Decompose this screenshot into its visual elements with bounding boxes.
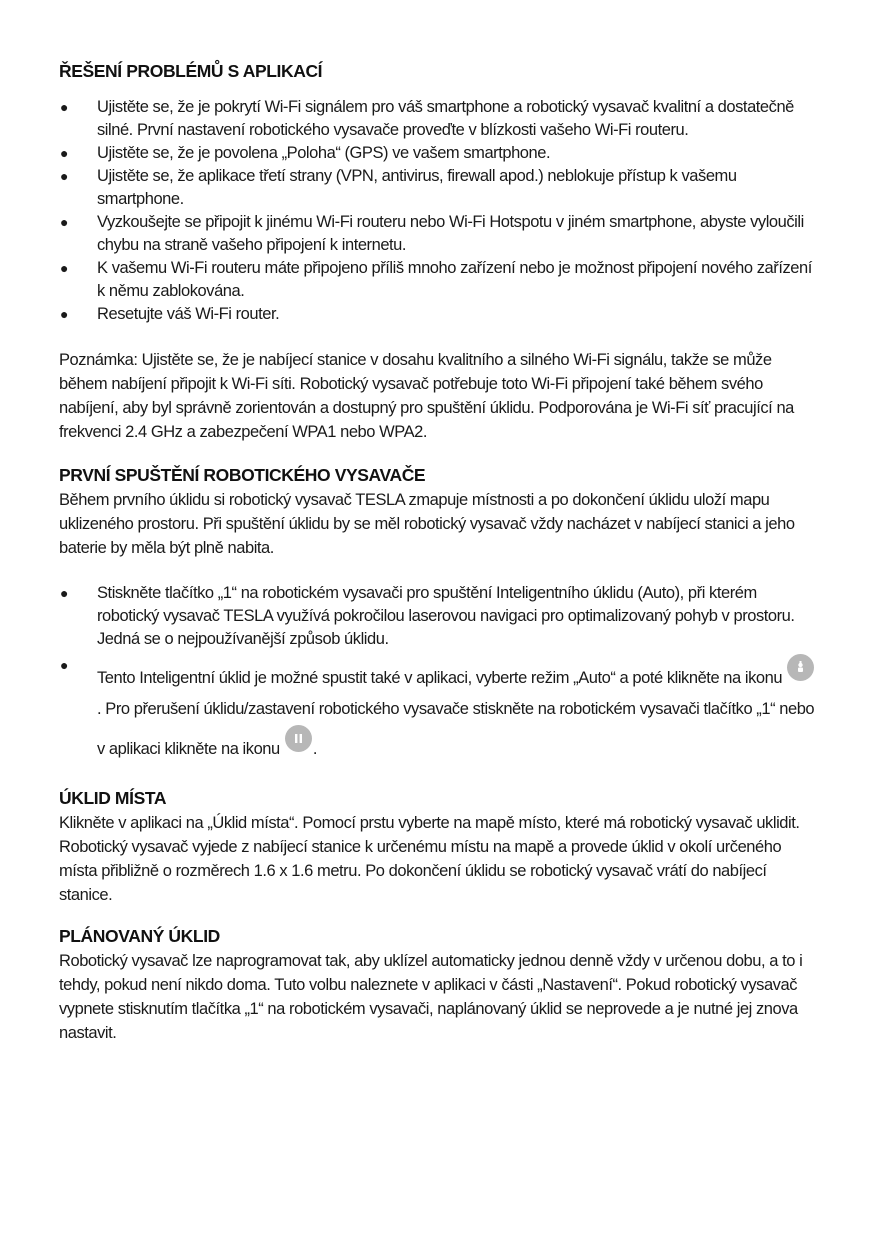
first-start-list	[59, 582, 819, 765]
bullet-icon: ●	[60, 99, 69, 115]
bullet-icon: ●	[60, 260, 69, 276]
heading-first-start: PRVNÍ SPUŠTĚNÍ ROBOTICKÉHO VYSAVAČE	[59, 465, 426, 485]
heading-troubleshooting: ŘEŠENÍ PROBLÉMŮ S APLIKACÍ	[59, 61, 323, 81]
list-item: ● Vyzkoušejte se připojit k jinému Wi-Fi routeru nebo Wi-Fi Hotspotu v jiném smartphone, abyste vyloučili chybu na straně vašeho připojení k internetu.	[60, 213, 804, 254]
bullet-icon: ●	[60, 214, 69, 230]
bullet-icon: ●	[60, 145, 69, 161]
scheduled-body: Robotický vysavač lze naprogramovat tak, aby uklízel automaticky jednou denně vždy v určenou dobu, a to i tehdy, pokud není nikdo doma. Tuto volbu naleznete v aplikaci v části „Nastavení“. Pokud robotický vysavač vypnete stisknutím tlačítka „1“ na robotickém vysavači, naplánovaný úklid se neprovede a je nutné jej znova nastavit.	[59, 952, 803, 1042]
troubleshooting-list	[59, 96, 819, 326]
troubleshooting-note: Poznámka: Ujistěte se, že je nabíjecí stanice v dosahu kvalitního a silného Wi-Fi signálu, takže se může během nabíjení připojit k Wi-Fi síti. Robotický vysavač potřebuje toto Wi-Fi připojení také během svého nabíjení, aby byl správně zorientován a dostupný pro spuštění úklidu. Podporována je Wi-Fi síť pracující na frekvenci 2.4 GHz a zabezpečení WPA1 nebo WPA2.	[59, 351, 794, 441]
spot-cleaning-body: Klikněte v aplikaci na „Úklid místa“. Pomocí prstu vyberte na mapě místo, které má robotický vysavač uklidit. Robotický vysavač vyjede z nabíjecí stanice k určenému místu na mapě a provede úklid v okolí určeného místa přibližně o rozměrech 1.6 x 1.6 metru. Po dokončení úklidu se robotický vysavač vrátí do nabíjecí stanice.	[59, 814, 800, 904]
heading-scheduled: PLÁNOVANÝ ÚKLID	[59, 926, 220, 946]
list-item: ● Ujistěte se, že je pokrytí Wi-Fi signálem pro váš smartphone a robotický vysavač kvalitní a dostatečně silné. První nastavení robotického vysavače proveďte v blízkosti vašeho Wi-Fi routeru.	[60, 98, 794, 139]
first-start-intro: Během prvního úklidu si robotický vysavač TESLA zmapuje místnosti a po dokončení úklidu uloží mapu uklizeného prostoru. Při spuštění úklidu by se měl robotický vysavač vždy nacházet v nabíjecí stanici a jeho baterie by měla být plně nabita.	[59, 491, 795, 557]
robot-start-icon	[787, 654, 814, 681]
list-item: ● Resetujte váš Wi-Fi router.	[59, 303, 819, 326]
list-item: ● Ujistěte se, že aplikace třetí strany (VPN, antivirus, firewall apod.) neblokuje přístup k vašemu smartphone.	[60, 167, 737, 208]
pause-icon	[285, 725, 312, 752]
document-content	[59, 58, 819, 1045]
heading-spot-cleaning: ÚKLID MÍSTA	[59, 788, 167, 808]
bullet-icon: ●	[60, 306, 69, 322]
list-item: ● Tento Inteligentní úklid je možné spustit také v aplikaci, vyberte režim „Auto“ a poté klikněte na ikonu . Pro přerušení úklidu/zastavení robotického vysavače stiskněte na robotickém vysavači tlačítko „1“ nebo v aplikaci klikněte na ikonu .	[59, 654, 819, 765]
bullet-icon: ●	[60, 657, 69, 673]
bullet-icon: ●	[60, 168, 69, 184]
bullet-icon: ●	[60, 585, 69, 601]
list-item: ● K vašemu Wi-Fi routeru máte připojeno příliš mnoho zařízení nebo je možnost připojení nového zařízení k němu zablokována.	[60, 259, 812, 300]
list-item: ● Stiskněte tlačítko „1“ na robotickém vysavači pro spuštění Inteligentního úklidu (Auto), při kterém robotický vysavač TESLA využívá pokročilou laserovou navigaci pro optimalizovaný pohyb v prostoru. Jedná se o nejpoužívanější způsob úklidu.	[60, 584, 795, 648]
list-item: ● Ujistěte se, že je povolena „Poloha“ (GPS) ve vašem smartphone.	[59, 142, 819, 165]
